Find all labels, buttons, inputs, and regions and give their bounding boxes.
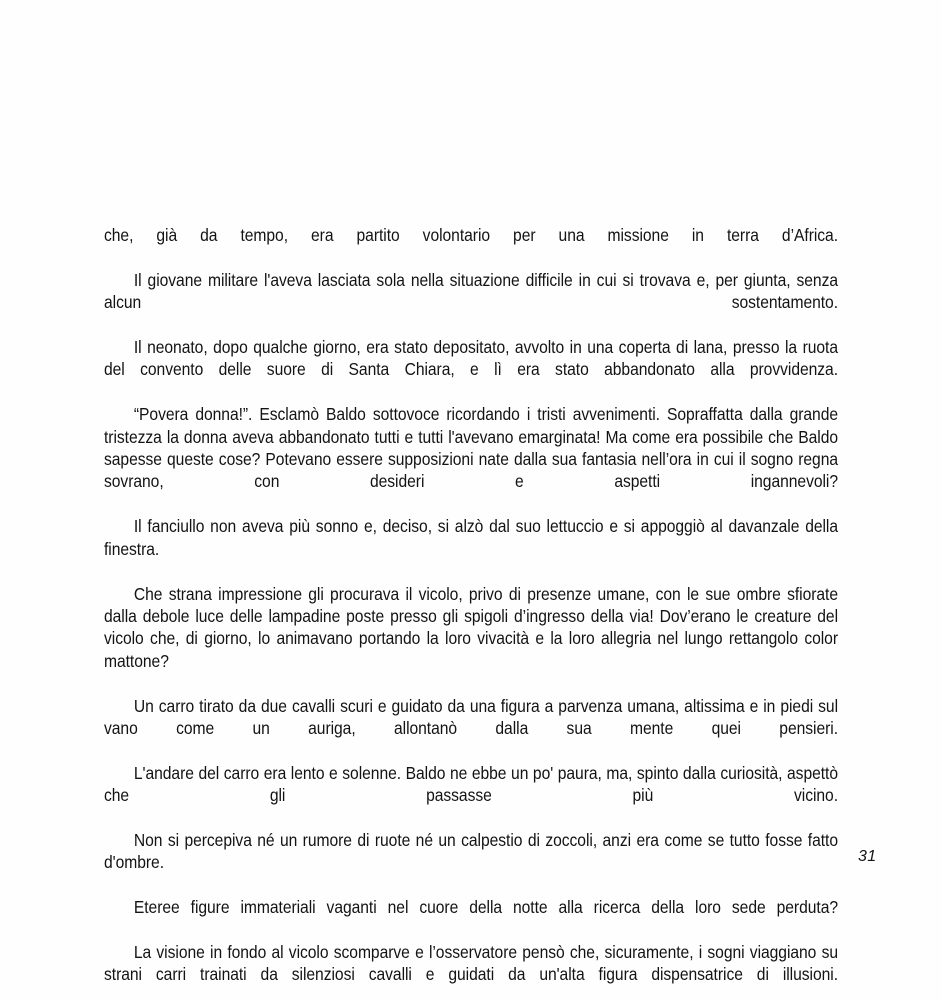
paragraph: “Povera donna!”. Esclamò Baldo sottovoce ricordando i tristi avvenimenti. Sopraffatta dalla grande tristezza la donna aveva abbandonato tutti e tutti l'avevano emarginata! Ma come era possibile che Baldo sapesse queste cose? Potevano essere supposizioni nate dalla sua fantasia nell’ora in cui il sogno regna sovrano, con desideri e aspetti ingannevoli? — [104, 404, 839, 492]
paragraph: Il neonato, dopo qualche giorno, era stato depositato, avvolto in una coperta di lana, presso la ruota del convento delle suore di Santa Chiara, e lì era stato abbandonato alla provvidenza. — [104, 337, 839, 380]
paragraph: Che strana impressione gli procurava il vicolo, privo di presenze umane, con le sue ombre sfiorate dalla debole luce delle lampadine poste presso gli spigoli d’ingresso della via! Dov’erano le creature del vicolo che, di giorno, lo animavano portando la loro vivacità e la loro allegria nel lungo rettangolo color mattone? — [104, 583, 839, 671]
paragraph: Un carro tirato da due cavalli scuri e guidato da una figura a parvenza umana, altissima e in piedi sul vano come un auriga, allontanò dalla sua mente quei pensieri. — [104, 695, 839, 738]
page-number: 31 — [858, 848, 877, 865]
paragraph: L'andare del carro era lento e solenne. Baldo ne ebbe un po' paura, ma, spinto dalla curiosità, aspettò che gli passasse più vicino. — [104, 762, 839, 806]
paragraph: Non si percepiva né un rumore di ruote né un calpestio di zoccoli, anzi era come se tutto fosse fatto d'ombre. — [104, 829, 839, 873]
paragraph: Eteree figure immateriali vaganti nel cuore della notte alla ricerca della loro sede perduta? — [133, 897, 839, 918]
paragraph: La visione in fondo al vicolo scomparve e l’osservatore pensò che, sicuramente, i sogni viaggiano su strani carri trainati da silenziosi cavalli e guidati da un'alta figura dispensatrice di illusioni. — [104, 942, 839, 985]
paragraph: che, già da tempo, era partito volontario per una missione in terra d’Africa. — [104, 225, 839, 245]
paragraph: Il giovane militare l'aveva lasciata sola nella situazione difficile in cui si trovava e, per giunta, senza alcun sostentamento. — [104, 269, 839, 313]
page-text-block — [104, 224, 838, 1008]
paragraph: Il fanciullo non aveva più sonno e, deciso, si alzò dal suo lettuccio e si appoggiò al davanzale della finestra. — [104, 516, 839, 559]
